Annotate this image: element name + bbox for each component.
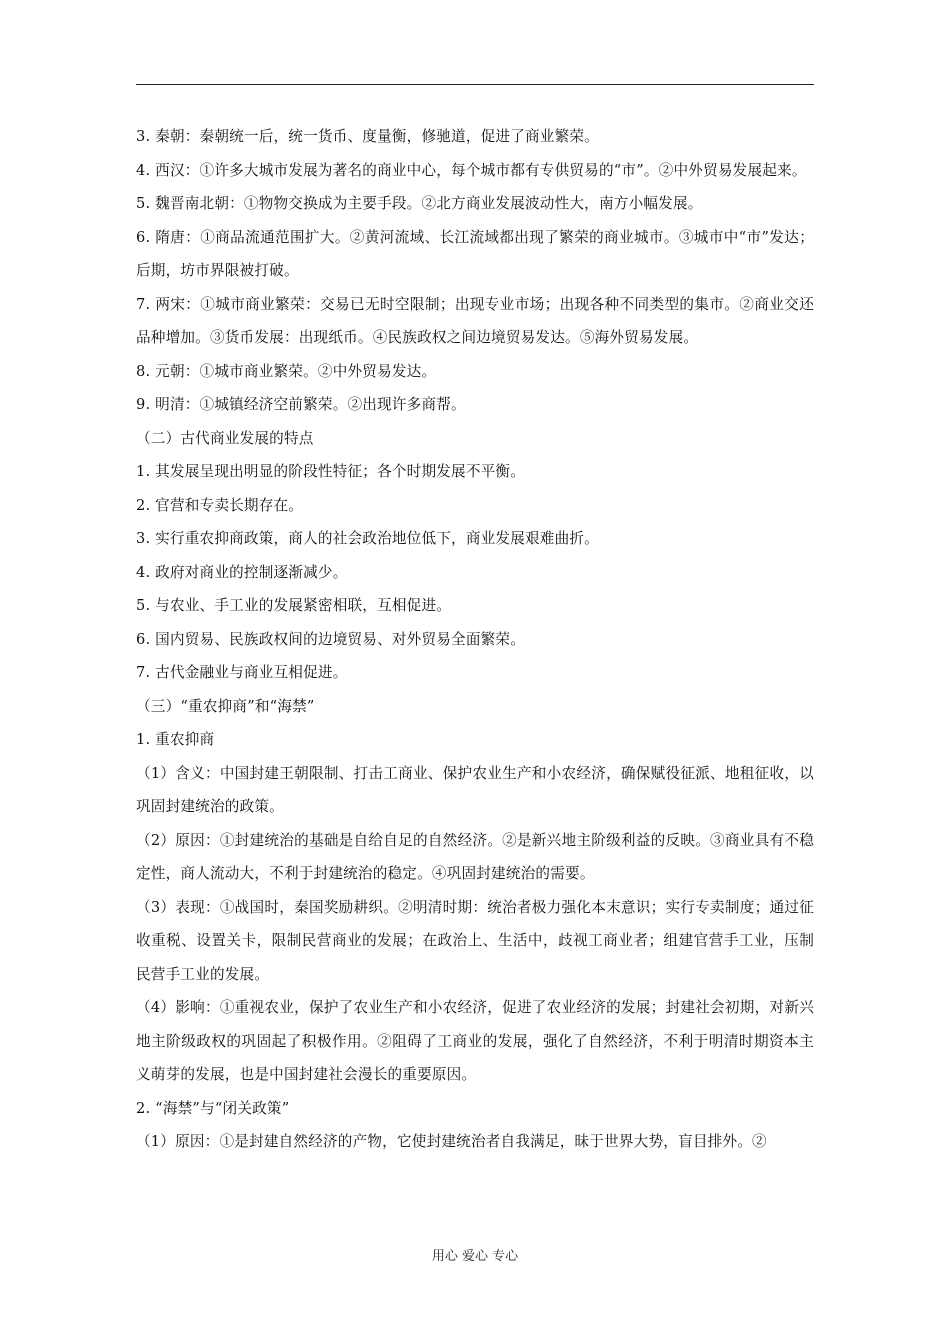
paragraph: 6. 隋唐：①商品流通范围扩大。②黄河流域、长江流域都出现了繁荣的商业城市。③城市中“市”发达；后期，坊市界限被打破。 [136,228,814,279]
paragraph: 4. 政府对商业的控制逐渐减少。 [136,563,348,581]
paragraph: 6. 国内贸易、民族政权间的边境贸易、对外贸易全面繁荣。 [136,630,526,648]
paragraph: 3. 实行重农抑商政策，商人的社会政治地位低下，商业发展艰难曲折。 [136,530,599,547]
paragraph: 5. 魏晋南北朝：①物物交换成为主要手段。②北方商业发展波动性大，南方小幅发展。 [136,195,703,212]
paragraph: 9. 明清：①城镇经济空前繁荣。②出现许多商帮。 [136,396,466,413]
subsection-heading: 2. “海禁”与“闭关政策” [136,1099,290,1117]
paragraph: 3. 秦朝：秦朝统一后，统一货币、度量衡，修驰道，促进了商业繁荣。 [136,128,599,145]
paragraph: 7. 古代金融业与商业互相促进。 [136,664,348,681]
paragraph: 8. 元朝：①城市商业繁荣。②中外贸易发达。 [136,362,437,380]
document-body [136,120,814,1159]
paragraph: 1. 其发展呈现出明显的阶段性特征；各个时期发展不平衡。 [136,463,526,480]
paragraph: （3）表现：①战国时，秦国奖励耕织。②明清时期：统治者极力强化本末意识；实行专卖制度；通过征收重税、设置关卡，限制民营商业的发展；在政治上、生活中，歧视工商业者；组建官营手工业，压制民营手工业的发展。 [136,898,814,983]
paragraph: （1）含义：中国封建王朝限制、打击工商业、保护农业生产和小农经济，确保赋役征派、地租征收，以巩固封建统治的政策。 [136,764,814,815]
subsection-heading: 1. 重农抑商 [136,731,215,748]
paragraph: 4. 西汉：①许多大城市发展为著名的商业中心，每个城市都有专供贸易的“市”。②中外贸易发展起来。 [136,161,807,179]
paragraph: 5. 与农业、手工业的发展紧密相联，互相促进。 [136,597,452,614]
paragraph: （2）原因：①封建统治的基础是自给自足的自然经济。②是新兴地主阶级利益的反映。③商业具有不稳定性，商人流动大，不利于封建统治的稳定。④巩固封建统治的需要。 [136,831,814,882]
header-rule [136,84,814,85]
paragraph: 7. 两宋：①城市商业繁荣：交易已无时空限制；出现专业市场；出现各种不同类型的集市。②商业交还品种增加。③货币发展：出现纸币。④民族政权之间边境贸易发达。⑤海外贸易发展。 [136,295,814,346]
section-heading: （三）“重农抑商”和“海禁” [136,697,315,715]
paragraph: （1）原因：①是封建自然经济的产物，它使封建统治者自我满足，昧于世界大势，盲目排外。② [136,1133,767,1150]
paragraph: 2. 官营和专卖长期存在。 [136,496,304,514]
page-footer: 用心 爱心 专心 [431,1249,519,1264]
section-heading: （二）古代商业发展的特点 [136,429,314,447]
paragraph: （4）影响：①重视农业，保护了农业生产和小农经济，促进了农业经济的发展；封建社会初期，对新兴地主阶级政权的巩固起了积极作用。②阻碍了工商业的发展，强化了自然经济，不利于明清时期资本主义萌芽的发展，也是中国封建社会漫长的重要原因。 [136,999,814,1083]
